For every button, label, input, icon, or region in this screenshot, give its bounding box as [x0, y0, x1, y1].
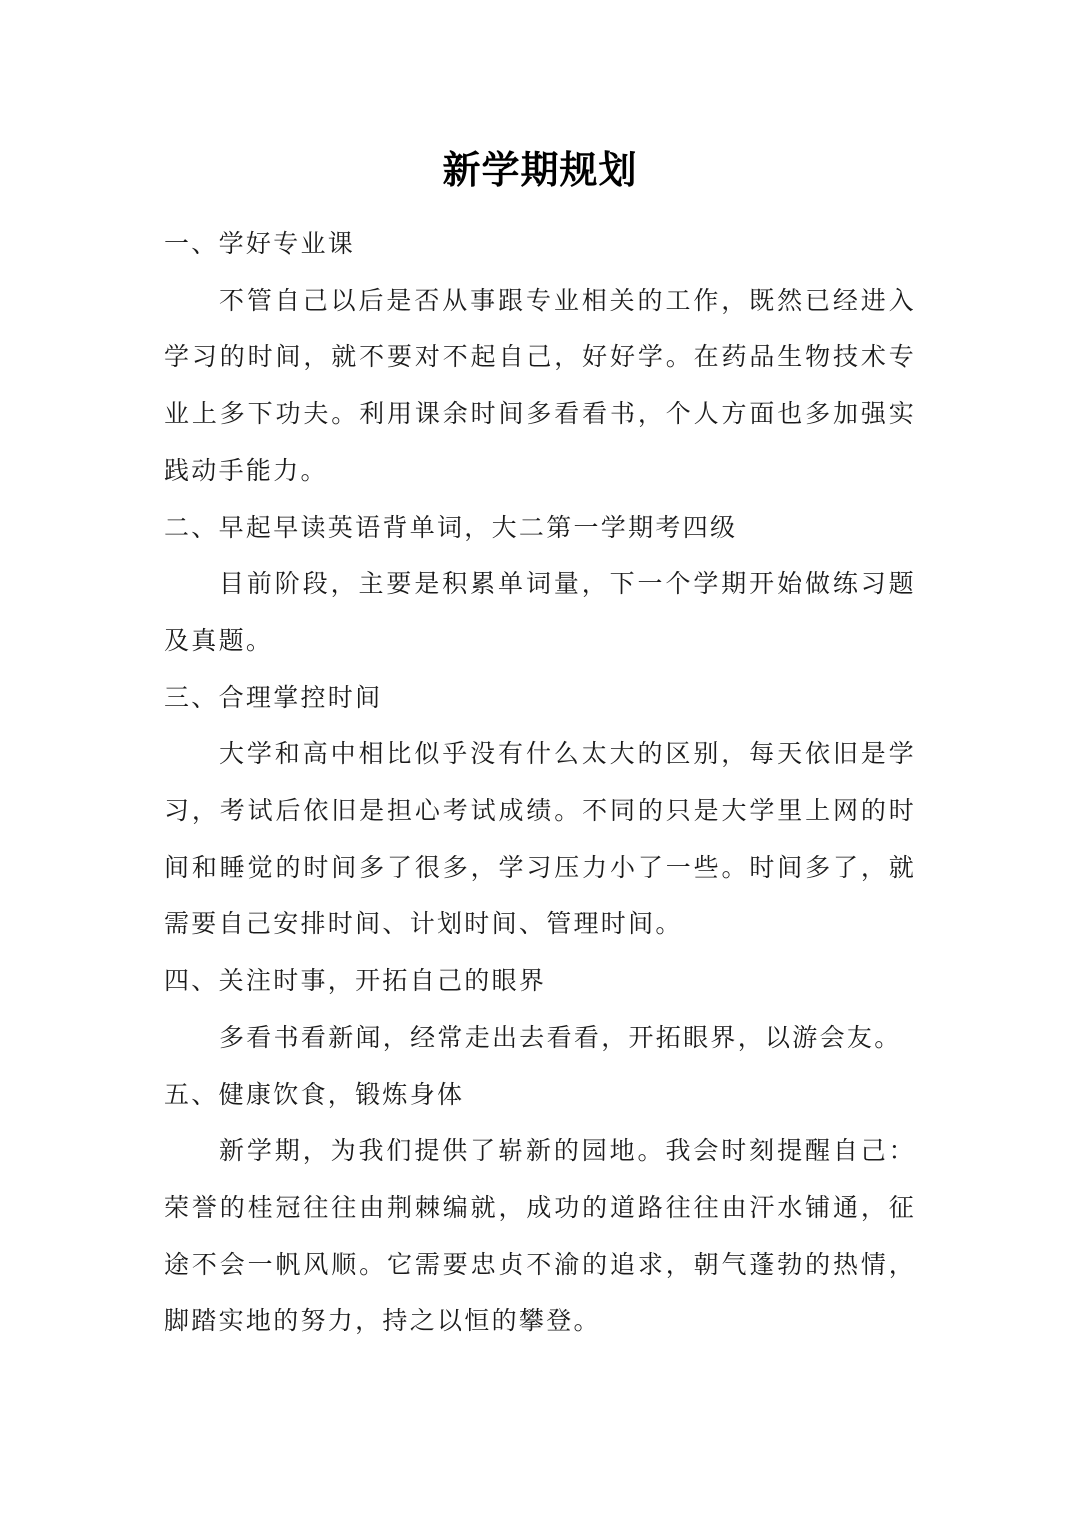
- section-1: [164, 216, 916, 500]
- section-paragraph: 不管自己以后是否从事跟专业相关的工作，既然已经进入学习的时间，就不要对不起自己，好好学。在药品生物技术专业上多下功夫。利用课余时间多看看书，个人方面也多加强实践动手能力。: [164, 285, 916, 485]
- document-body: [164, 216, 916, 1350]
- document-title: 新学期规划: [442, 147, 638, 192]
- section-5: [164, 1067, 916, 1351]
- section-4: [164, 953, 916, 1066]
- section-paragraph: 多看书看新闻，经常走出去看看，开拓眼界，以游会友。: [219, 1022, 902, 1052]
- section-paragraph: 目前阶段，主要是积累单词量，下一个学期开始做练习题及真题。: [164, 569, 916, 655]
- section-heading: 三、合理掌控时间: [164, 682, 383, 712]
- section-heading: 四、关注时事，开拓自己的眼界: [164, 966, 547, 996]
- section-3: [164, 670, 916, 954]
- section-paragraph: 新学期，为我们提供了崭新的园地。我会时刻提醒自己：荣誉的桂冠往往由荆棘编就，成功的道路往往由汗水铺通，征途不会一帆风顺。它需要忠贞不渝的追求，朝气蓬勃的热情，脚踏实地的努力，持之以恒的攀登。: [164, 1136, 916, 1336]
- section-paragraph: 大学和高中相比似乎没有什么太大的区别，每天依旧是学习，考试后依旧是担心考试成绩。不同的只是大学里上网的时间和睡觉的时间多了很多，学习压力小了一些。时间多了，就需要自己安排时间、计划时间、管理时间。: [164, 739, 916, 939]
- section-heading: 二、早起早读英语背单词，大二第一学期考四级: [164, 512, 738, 542]
- section-heading: 一、学好专业课: [164, 229, 356, 258]
- section-heading: 五、健康饮食，锻炼身体: [164, 1079, 465, 1109]
- section-2: [164, 500, 916, 670]
